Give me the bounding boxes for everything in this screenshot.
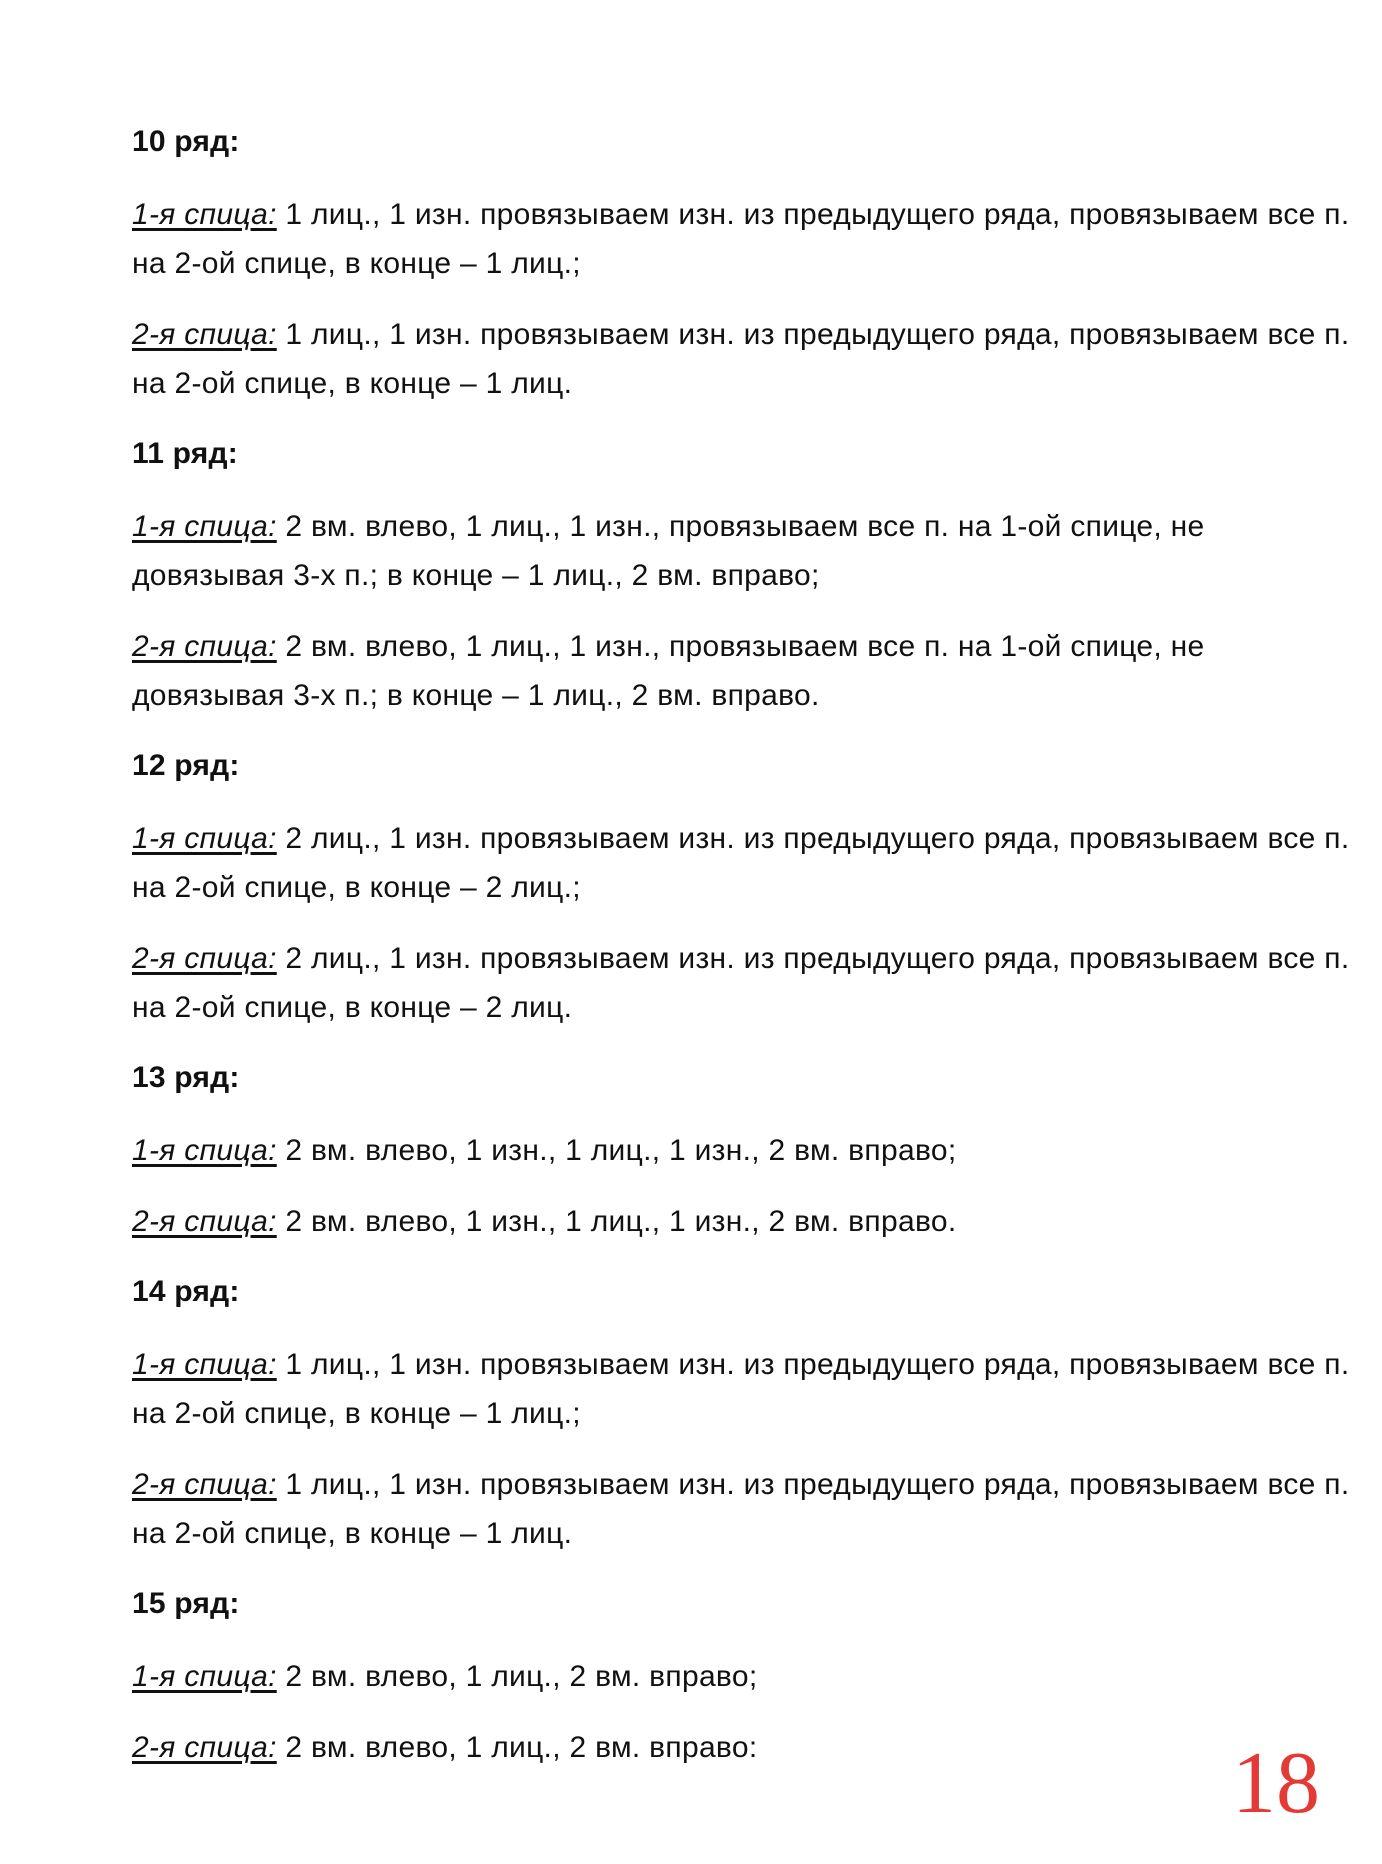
needle-label: 2-я спица: — [132, 1468, 277, 1501]
needle-label: 1-я спица: — [132, 822, 277, 855]
row-heading-12: 12 ряд: — [132, 749, 240, 782]
instruction-text: 2 вм. влево, 1 изн., 1 лиц., 1 изн., 2 вм. вправо; — [276, 1134, 957, 1167]
instruction-text: 1 лиц., 1 изн. провязываем изн. из предыдущего ряда, провязываем все п. на 2-ой спице, в конце – 1 лиц.; — [132, 198, 1350, 280]
needle-1-instruction — [132, 1126, 1362, 1175]
needle-2-instruction — [132, 934, 1362, 1032]
needle-1-instruction — [132, 502, 1362, 600]
instruction-text: 2 вм. влево, 1 изн., 1 лиц., 1 изн., 2 вм. вправо. — [276, 1205, 957, 1238]
needle-1-instruction — [132, 190, 1362, 288]
needle-label: 1-я спица: — [132, 1348, 277, 1381]
needle-2-instruction — [132, 1723, 1362, 1772]
needle-label: 2-я спица: — [132, 1205, 277, 1238]
row-heading-11: 11 ряд: — [132, 437, 238, 470]
instruction-text: 1 лиц., 1 изн. провязываем изн. из предыдущего ряда, провязываем все п. на 2-ой спице, в конце – 1 лиц. — [132, 1468, 1350, 1550]
needle-2-instruction — [132, 1460, 1362, 1558]
row-heading-15: 15 ряд: — [132, 1587, 240, 1620]
row-heading-10: 10 ряд: — [132, 125, 240, 158]
needle-1-instruction — [132, 814, 1362, 912]
page-number: 18 — [1232, 1735, 1320, 1832]
needle-label: 1-я спица: — [132, 1660, 277, 1693]
instruction-text: 2 вм. влево, 1 лиц., 1 изн., провязываем все п. на 1-ой спице, не довязывая 3-х п.; в конце – 1 лиц., 2 вм. вправо. — [132, 630, 1205, 712]
needle-label: 1-я спица: — [132, 198, 277, 231]
instruction-text: 1 лиц., 1 изн. провязываем изн. из предыдущего ряда, провязываем все п. на 2-ой спице, в конце – 1 лиц. — [132, 318, 1350, 400]
row-heading-14: 14 ряд: — [132, 1275, 240, 1308]
instruction-text: 2 лиц., 1 изн. провязываем изн. из предыдущего ряда, провязываем все п. на 2-ой спице, в конце – 2 лиц.; — [132, 822, 1350, 904]
instruction-text: 1 лиц., 1 изн. провязываем изн. из предыдущего ряда, провязываем все п. на 2-ой спице, в конце – 1 лиц.; — [132, 1348, 1350, 1430]
instruction-text: 2 вм. влево, 1 лиц., 2 вм. вправо; — [276, 1660, 758, 1693]
instruction-text: 2 лиц., 1 изн. провязываем изн. из предыдущего ряда, провязываем все п. на 2-ой спице, в конце – 2 лиц. — [132, 942, 1350, 1024]
instruction-text: 2 вм. влево, 1 лиц., 1 изн., провязываем все п. на 1-ой спице, не довязывая 3-х п.; в конце – 1 лиц., 2 вм. вправо; — [132, 510, 1205, 592]
needle-label: 2-я спица: — [132, 1731, 277, 1764]
document-content — [132, 118, 1362, 1794]
needle-label: 2-я спица: — [132, 318, 277, 351]
needle-2-instruction — [132, 1197, 1362, 1246]
needle-1-instruction — [132, 1652, 1362, 1701]
needle-1-instruction — [132, 1340, 1362, 1438]
needle-label: 1-я спица: — [132, 510, 277, 543]
needle-label: 2-я спица: — [132, 942, 277, 975]
row-heading-13: 13 ряд: — [132, 1061, 240, 1094]
needle-label: 2-я спица: — [132, 630, 277, 663]
needle-2-instruction — [132, 622, 1362, 720]
needle-2-instruction — [132, 310, 1362, 408]
needle-label: 1-я спица: — [132, 1134, 277, 1167]
instruction-text: 2 вм. влево, 1 лиц., 2 вм. вправо: — [276, 1731, 758, 1764]
